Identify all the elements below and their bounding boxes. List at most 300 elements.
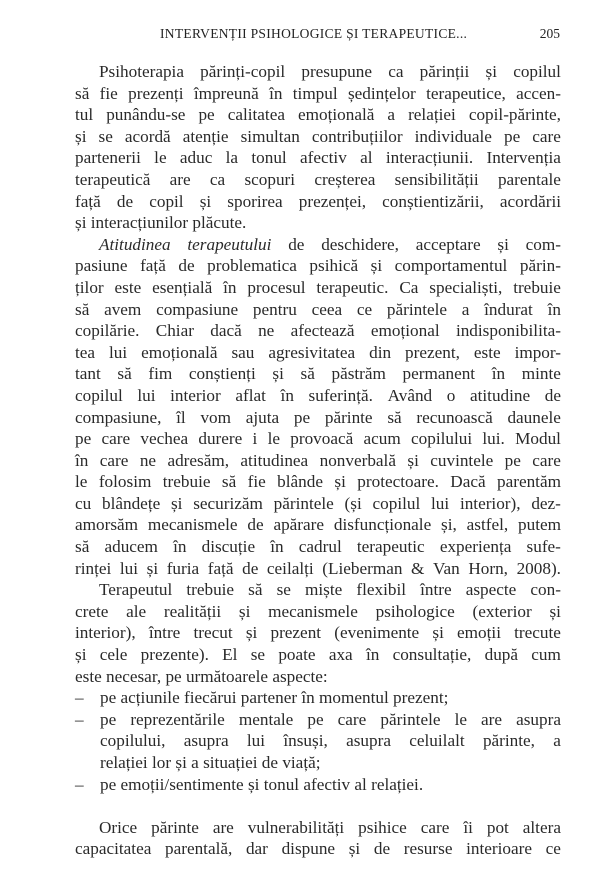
page-number: 205 bbox=[539, 26, 560, 41]
word: prezente). bbox=[140, 645, 209, 665]
word: tant bbox=[75, 364, 101, 384]
word: axa bbox=[328, 645, 353, 665]
word: Horn, bbox=[468, 558, 508, 578]
word: presupune bbox=[301, 62, 372, 81]
word: pe bbox=[100, 709, 117, 729]
word: scopuri bbox=[244, 169, 296, 189]
word: părin- bbox=[519, 256, 561, 276]
text-line bbox=[75, 147, 561, 169]
word: afectează bbox=[290, 321, 355, 341]
word: de bbox=[247, 515, 264, 535]
word: parentală, bbox=[165, 839, 233, 859]
list-item bbox=[75, 774, 561, 796]
word: păstrăm bbox=[331, 364, 386, 384]
list-item-line bbox=[75, 752, 561, 774]
word: & bbox=[411, 558, 425, 578]
text-line bbox=[75, 83, 561, 105]
word: comportamentul bbox=[394, 256, 508, 276]
word: pe bbox=[503, 126, 521, 146]
word: poate bbox=[278, 645, 316, 665]
word: mentale bbox=[238, 709, 294, 729]
word: părinte, bbox=[482, 731, 535, 751]
word: pe bbox=[504, 450, 521, 470]
word: capacitatea bbox=[75, 839, 152, 859]
word: și bbox=[407, 450, 419, 470]
word: tul bbox=[75, 105, 94, 125]
word: părinte bbox=[151, 817, 199, 837]
word: îndurat bbox=[484, 299, 533, 319]
text-line bbox=[75, 342, 561, 364]
word: pe bbox=[75, 429, 92, 449]
word: copilul bbox=[372, 493, 421, 513]
word: cele bbox=[99, 645, 128, 665]
text-line bbox=[75, 255, 561, 277]
word: ca bbox=[388, 62, 404, 81]
paragraph-3 bbox=[75, 579, 561, 687]
word: impor- bbox=[514, 342, 561, 362]
word: și bbox=[238, 601, 251, 621]
paragraph-1 bbox=[75, 61, 561, 234]
word: trecut bbox=[193, 623, 233, 643]
word: terapeutic bbox=[356, 537, 425, 557]
word: interacțiunii. bbox=[385, 148, 474, 168]
word: realității bbox=[163, 601, 222, 621]
word: se bbox=[98, 126, 113, 146]
word: care bbox=[101, 429, 131, 449]
word: relației bbox=[408, 105, 456, 125]
text-line bbox=[75, 191, 561, 213]
word: interioare bbox=[466, 839, 532, 859]
word: aduc bbox=[179, 148, 213, 168]
list-item-text bbox=[100, 730, 561, 752]
word: ceea bbox=[311, 299, 343, 319]
word: prezenți bbox=[128, 83, 184, 103]
word: aducem bbox=[104, 537, 158, 557]
word: conștientizării, bbox=[382, 191, 484, 211]
word: să bbox=[300, 364, 315, 384]
word: tonul bbox=[251, 148, 287, 168]
text-line bbox=[75, 363, 561, 385]
word: emoții bbox=[457, 623, 501, 643]
word: individuale bbox=[414, 126, 492, 146]
word: psihologice bbox=[375, 601, 455, 621]
word: acum bbox=[363, 429, 401, 449]
word: securizăm bbox=[193, 493, 263, 513]
word: terapeutic. bbox=[316, 277, 389, 297]
text-line bbox=[75, 536, 561, 558]
word: calitatea bbox=[227, 105, 285, 125]
word: vom bbox=[200, 407, 231, 427]
word: ședințelor bbox=[347, 83, 416, 103]
word: ne bbox=[258, 321, 275, 341]
word: în bbox=[547, 299, 561, 319]
word: recunoască bbox=[416, 407, 493, 427]
word: de bbox=[242, 558, 259, 578]
list-item-text: relației lor și a situației de viață; bbox=[100, 753, 321, 772]
word: apărare bbox=[273, 515, 325, 535]
word: pentru bbox=[252, 299, 297, 319]
word: ceilalți bbox=[266, 558, 314, 578]
word: care bbox=[99, 450, 129, 470]
word: copil bbox=[149, 191, 184, 211]
text-line bbox=[75, 126, 561, 148]
word: tea bbox=[75, 342, 96, 362]
word: Van bbox=[433, 558, 460, 578]
word: dispune bbox=[281, 839, 336, 859]
word: esențială bbox=[152, 277, 213, 297]
word: altera bbox=[522, 817, 561, 837]
word: o bbox=[446, 385, 456, 405]
word: pe bbox=[307, 709, 324, 729]
dash-bullet-icon: – bbox=[75, 688, 84, 708]
word: lui bbox=[246, 731, 266, 751]
word: Chiar bbox=[155, 321, 194, 341]
word: să bbox=[221, 472, 237, 492]
text-line bbox=[75, 622, 561, 644]
word: copilul bbox=[75, 385, 123, 405]
word: astfel, bbox=[466, 515, 509, 535]
word: și bbox=[75, 645, 87, 665]
word: reprezentările bbox=[130, 709, 225, 729]
word: interior), bbox=[459, 493, 521, 513]
word: în bbox=[75, 450, 89, 470]
text-line bbox=[75, 104, 561, 126]
list-item-text bbox=[100, 709, 561, 731]
word: ce bbox=[356, 299, 373, 319]
word: adresăm, bbox=[167, 450, 230, 470]
word: conștienți bbox=[188, 364, 256, 384]
text-line bbox=[75, 514, 561, 536]
word: părinte bbox=[324, 407, 373, 427]
word: atenție bbox=[182, 126, 229, 146]
word: să bbox=[75, 299, 90, 319]
word: al bbox=[360, 148, 373, 168]
word: aspecte bbox=[465, 580, 517, 600]
word: din bbox=[369, 342, 392, 362]
word: prezenței, bbox=[298, 191, 367, 211]
italic-term: Atitudinea terapeutului bbox=[99, 234, 272, 254]
word: sensibilității bbox=[394, 169, 479, 189]
word: și bbox=[348, 839, 361, 859]
word: să bbox=[75, 83, 90, 103]
paragraph-2 bbox=[75, 234, 561, 580]
running-header bbox=[160, 26, 560, 46]
word: în bbox=[269, 83, 283, 103]
word: (exterior bbox=[472, 601, 532, 621]
word: prezent bbox=[270, 623, 322, 643]
word: față bbox=[140, 256, 166, 276]
word: dacă bbox=[210, 321, 242, 341]
word: indisponibilita- bbox=[455, 321, 561, 341]
word: interior bbox=[170, 385, 221, 405]
word: ca bbox=[209, 169, 226, 189]
text-line bbox=[75, 644, 561, 666]
word: însuși, bbox=[283, 731, 328, 751]
word: după bbox=[484, 645, 519, 665]
word: protectoare. bbox=[357, 472, 439, 492]
word: părintele bbox=[386, 299, 447, 319]
dash-bullet-icon: – bbox=[75, 709, 84, 729]
word: ne bbox=[139, 450, 157, 470]
text-line bbox=[75, 299, 561, 321]
word: fie bbox=[99, 83, 118, 103]
word: timpul bbox=[292, 83, 338, 103]
text-line bbox=[75, 601, 561, 623]
word: partenerii bbox=[75, 148, 141, 168]
word: a bbox=[461, 299, 470, 319]
word: se bbox=[250, 645, 266, 665]
word: și bbox=[370, 256, 383, 276]
word: atitudine bbox=[470, 385, 531, 405]
word: contribuțiilor bbox=[311, 126, 403, 146]
word: la bbox=[225, 148, 239, 168]
word: împreună bbox=[193, 83, 259, 103]
word: procesul bbox=[247, 277, 306, 297]
text-line bbox=[75, 471, 561, 493]
word: care bbox=[532, 450, 561, 470]
paragraph-4 bbox=[75, 817, 561, 860]
list-item-text: pe emoții/sentimente și tonul afectiv al relației. bbox=[100, 774, 424, 794]
word: care bbox=[337, 709, 367, 729]
word: vulnerabilități bbox=[247, 817, 345, 837]
word: cum bbox=[531, 645, 561, 665]
word: prezent, bbox=[405, 342, 460, 362]
word: cuvintele bbox=[430, 450, 494, 470]
word: folosim bbox=[98, 472, 152, 492]
text-line bbox=[75, 558, 561, 580]
list-item-line bbox=[75, 730, 561, 752]
word: parentăm bbox=[497, 472, 561, 492]
word: trebuie bbox=[513, 277, 561, 297]
word: în bbox=[491, 364, 506, 384]
word: simultan bbox=[240, 126, 300, 146]
word: Terapeutul bbox=[99, 580, 173, 600]
list-item-text: pe acțiunile fiecărui partener în momentul prezent; bbox=[100, 688, 449, 708]
text-line bbox=[75, 234, 561, 256]
text-line bbox=[75, 277, 561, 299]
word: sufe- bbox=[526, 537, 561, 557]
word: dez- bbox=[531, 493, 561, 513]
word: pe bbox=[198, 105, 215, 125]
text-line bbox=[75, 320, 561, 342]
word: este bbox=[114, 277, 142, 297]
word: Având bbox=[387, 385, 433, 405]
word: să bbox=[387, 407, 402, 427]
word: terapeutică bbox=[75, 169, 151, 189]
word: și bbox=[549, 601, 561, 621]
word: durere bbox=[198, 429, 243, 449]
word: asupra bbox=[346, 731, 391, 751]
word: creșterea bbox=[314, 169, 376, 189]
word: ce bbox=[545, 839, 561, 859]
word: să bbox=[117, 364, 132, 384]
word: între bbox=[420, 580, 452, 600]
word: și bbox=[75, 126, 87, 146]
word: furia bbox=[166, 558, 200, 578]
word: dar bbox=[245, 839, 268, 859]
word: acordării bbox=[499, 191, 561, 211]
word: în bbox=[365, 645, 380, 665]
text-line bbox=[75, 169, 561, 191]
text-line bbox=[75, 61, 561, 83]
word: părintele bbox=[273, 493, 334, 513]
word: discuție bbox=[201, 537, 256, 557]
list-item bbox=[75, 687, 561, 709]
word: acordă bbox=[124, 126, 171, 146]
word: emoțională bbox=[298, 105, 375, 125]
word: să bbox=[248, 580, 263, 600]
word: copilul bbox=[513, 62, 561, 81]
word: aflat bbox=[235, 385, 266, 405]
dash-bullet-icon: – bbox=[75, 774, 84, 794]
text-line: și interacțiunilor plăcute. bbox=[75, 213, 247, 233]
word: ților bbox=[75, 277, 104, 297]
word: (și bbox=[344, 493, 362, 513]
word: lui bbox=[119, 558, 139, 578]
word: și, bbox=[441, 515, 457, 535]
word: a bbox=[553, 731, 561, 751]
word: avem bbox=[104, 299, 142, 319]
word: Ca bbox=[399, 277, 419, 297]
word: fim bbox=[148, 364, 173, 384]
word: permanent bbox=[402, 364, 476, 384]
word: (Lieberman bbox=[322, 558, 403, 578]
word: interior), bbox=[75, 623, 136, 643]
word: copilului, bbox=[100, 731, 166, 751]
word: problematica bbox=[207, 256, 297, 276]
word: mecanismele bbox=[147, 515, 238, 535]
word: vechea bbox=[140, 429, 189, 449]
word: mecanismele bbox=[268, 601, 358, 621]
word: este bbox=[473, 342, 501, 362]
word: și bbox=[334, 472, 346, 492]
word: să bbox=[75, 537, 90, 557]
word: crete bbox=[75, 601, 109, 621]
word: rinței bbox=[75, 558, 112, 578]
word: le bbox=[267, 429, 280, 449]
word: față bbox=[75, 191, 101, 211]
word: terapeutice, bbox=[426, 83, 506, 103]
text-line bbox=[75, 817, 561, 839]
text-line bbox=[75, 428, 561, 450]
word: pe bbox=[293, 407, 311, 427]
word: părintele bbox=[380, 709, 441, 729]
blank-line bbox=[75, 795, 561, 817]
word: are bbox=[481, 709, 503, 729]
word: El bbox=[222, 645, 238, 665]
word: disfuncționale bbox=[333, 515, 432, 535]
word: și bbox=[146, 558, 159, 578]
word: compasiune, bbox=[75, 407, 162, 427]
word: se bbox=[276, 580, 291, 600]
word: asupra bbox=[516, 709, 561, 729]
text-line bbox=[75, 385, 561, 407]
word: minte bbox=[521, 364, 561, 384]
word: trebuie bbox=[162, 472, 211, 492]
aspects-list bbox=[75, 687, 561, 795]
word: le bbox=[454, 709, 467, 729]
word: pasiune bbox=[75, 256, 128, 276]
word: de bbox=[544, 385, 561, 405]
text-line: este necesar, pe următoarele aspecte: bbox=[75, 666, 328, 686]
word: cu bbox=[75, 493, 92, 513]
word: de bbox=[116, 191, 134, 211]
list-item bbox=[75, 709, 561, 774]
word: afectiv bbox=[300, 148, 347, 168]
word: de bbox=[178, 256, 195, 276]
word: pot bbox=[486, 817, 509, 837]
list-item-line bbox=[75, 709, 561, 731]
word: a bbox=[387, 105, 396, 125]
word: con- bbox=[530, 580, 561, 600]
text-line bbox=[75, 450, 561, 472]
word: părinți-copil bbox=[200, 62, 286, 81]
word: copilărie. bbox=[75, 321, 140, 341]
word: emoțională bbox=[141, 342, 218, 362]
word: părinții bbox=[419, 62, 470, 81]
word: de bbox=[373, 839, 391, 859]
word: emoțional bbox=[370, 321, 440, 341]
word: le bbox=[154, 148, 167, 168]
word: trecute bbox=[514, 623, 561, 643]
word: are bbox=[169, 169, 191, 189]
word: trebuie bbox=[186, 580, 235, 600]
word: și bbox=[485, 62, 497, 81]
word: sau bbox=[231, 342, 255, 362]
word: fie bbox=[247, 472, 266, 492]
word: asupra bbox=[183, 731, 229, 751]
word: copil-părinte, bbox=[468, 105, 561, 125]
word: nonverbală bbox=[319, 450, 396, 470]
word: și bbox=[170, 493, 183, 513]
word: ale bbox=[126, 601, 147, 621]
word: îl bbox=[176, 407, 186, 427]
word: psihice bbox=[358, 817, 407, 837]
word: punându-se bbox=[106, 105, 186, 125]
word: amorsăm bbox=[75, 515, 139, 535]
word: atitudinea bbox=[240, 450, 309, 470]
word: compasiune bbox=[156, 299, 239, 319]
word: (evenimente bbox=[334, 623, 420, 643]
word: consultație, bbox=[392, 645, 472, 665]
word: față bbox=[207, 558, 234, 578]
word: 2008). bbox=[516, 558, 561, 578]
word: parentale bbox=[497, 169, 561, 189]
word: agresivitatea bbox=[268, 342, 356, 362]
word: în bbox=[223, 277, 237, 297]
word: provoacă bbox=[290, 429, 354, 449]
word: putem bbox=[518, 515, 561, 535]
word: și bbox=[272, 364, 284, 384]
word: are bbox=[212, 817, 234, 837]
word: în bbox=[173, 537, 187, 557]
word: daunele bbox=[507, 407, 561, 427]
text-line bbox=[75, 838, 561, 860]
word: care bbox=[532, 126, 561, 146]
text-line bbox=[75, 407, 561, 429]
running-title: INTERVENȚII PSIHOLOGICE ȘI TERAPEUTICE... bbox=[160, 26, 468, 41]
word: ajuta bbox=[245, 407, 280, 427]
word: Intervenția bbox=[486, 148, 561, 168]
word: blânde bbox=[277, 472, 323, 492]
word: le bbox=[75, 472, 88, 492]
word: flexibil bbox=[356, 580, 407, 600]
word: specialiști, bbox=[429, 277, 503, 297]
word: celuilalt bbox=[409, 731, 465, 751]
word: lui bbox=[137, 385, 156, 405]
word: Orice bbox=[99, 817, 138, 837]
word: și bbox=[432, 623, 444, 643]
